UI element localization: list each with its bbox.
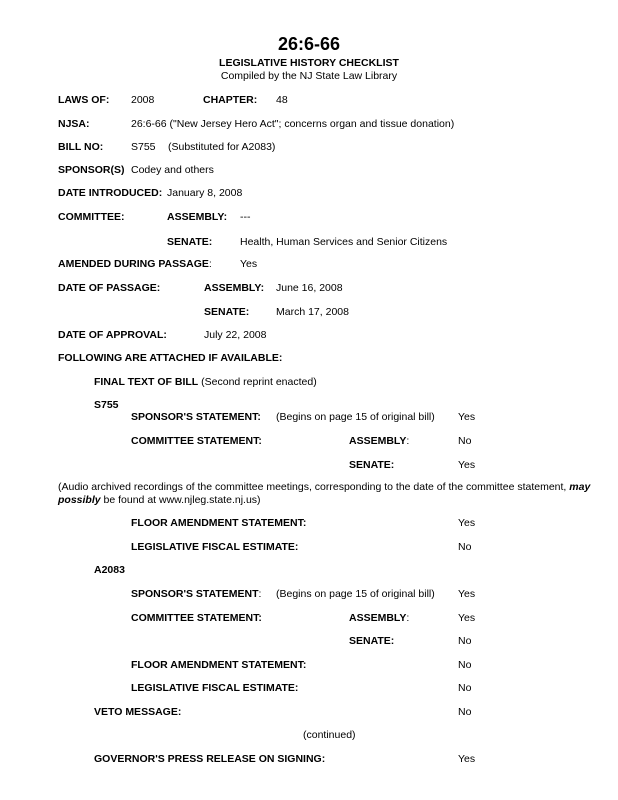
passage-label: DATE OF PASSAGE: <box>58 282 161 294</box>
s755-senate-value: Yes <box>458 459 476 471</box>
veto-label: VETO MESSAGE: <box>94 706 182 718</box>
a2083-assembly-label: ASSEMBLY <box>349 612 407 624</box>
a2083-sponsor-statement-colon: : <box>258 588 262 600</box>
passage-assembly-value: June 16, 2008 <box>276 282 343 294</box>
laws-of-label: LAWS OF: <box>58 94 110 106</box>
committee-assembly-label: ASSEMBLY: <box>167 211 228 223</box>
passage-senate-label: SENATE: <box>204 306 250 318</box>
date-introduced-label: DATE INTRODUCED: <box>58 187 163 199</box>
veto-value: No <box>458 706 472 718</box>
audio-note-post: be found at www.njleg.state.nj.us) <box>100 493 261 506</box>
a2083-label: A2083 <box>94 564 125 576</box>
committee-label: COMMITTEE: <box>58 211 125 223</box>
s755-sponsor-statement-value: Yes <box>458 411 476 423</box>
s755-floor-value: Yes <box>458 517 476 529</box>
final-text-row <box>94 376 317 388</box>
compiled-by: Compiled by the NJ State Law Library <box>220 70 398 82</box>
a2083-assembly-row <box>349 612 409 624</box>
s755-assembly-value: No <box>458 435 472 447</box>
a2083-committee-statement-label: COMMITTEE STATEMENT: <box>131 612 262 624</box>
s755-sponsor-statement-label: SPONSOR'S STATEMENT: <box>131 411 261 423</box>
press-release-label: GOVERNOR'S PRESS RELEASE ON SIGNING: <box>94 753 326 765</box>
audio-archive-note <box>58 481 603 506</box>
date-introduced-value: January 8, 2008 <box>167 187 243 199</box>
chapter-label: CHAPTER: <box>203 94 258 106</box>
continued-note: (continued) <box>303 729 356 741</box>
a2083-senate-label: SENATE: <box>349 635 395 647</box>
a2083-assembly-colon: : <box>406 612 410 624</box>
approval-label: DATE OF APPROVAL: <box>58 329 167 341</box>
a2083-floor-label: FLOOR AMENDMENT STATEMENT: <box>131 659 307 671</box>
bill-no-value: S755 <box>131 141 156 153</box>
s755-sponsor-statement-note: (Begins on page 15 of original bill) <box>276 411 435 423</box>
sponsors-value: Codey and others <box>131 164 214 176</box>
a2083-floor-value: No <box>458 659 472 671</box>
s755-assembly-colon: : <box>406 435 410 447</box>
chapter-value: 48 <box>276 94 288 106</box>
a2083-assembly-value: Yes <box>458 612 476 624</box>
s755-committee-statement-label: COMMITTEE STATEMENT: <box>131 435 262 447</box>
amended-value: Yes <box>240 258 258 270</box>
audio-note-pre: (Audio archived recordings of the committee meetings, corresponding to the date of the committee statement, <box>58 481 570 493</box>
audio-note-emphasis: may possibly <box>58 481 591 506</box>
s755-label: S755 <box>94 399 119 411</box>
final-text-label: FINAL TEXT OF BILL <box>94 376 199 388</box>
a2083-sponsor-statement-row <box>131 588 261 600</box>
bill-no-label: BILL NO: <box>58 141 104 153</box>
attached-heading: FOLLOWING ARE ATTACHED IF AVAILABLE: <box>58 352 283 364</box>
a2083-sponsor-statement-value: Yes <box>458 588 476 600</box>
passage-senate-value: March 17, 2008 <box>276 306 349 318</box>
press-release-value: Yes <box>458 753 476 765</box>
s755-assembly-row <box>349 435 409 447</box>
committee-assembly-value: --- <box>240 211 251 223</box>
amended-label: AMENDED DURING PASSAGE <box>58 258 209 270</box>
laws-of-value: 2008 <box>131 94 155 106</box>
s755-assembly-label: ASSEMBLY <box>349 435 407 447</box>
a2083-senate-value: No <box>458 635 472 647</box>
a2083-fiscal-value: No <box>458 682 472 694</box>
s755-floor-label: FLOOR AMENDMENT STATEMENT: <box>131 517 307 529</box>
a2083-sponsor-statement-note: (Begins on page 15 of original bill) <box>276 588 435 600</box>
final-text-note: (Second reprint enacted) <box>201 376 317 388</box>
passage-assembly-label: ASSEMBLY: <box>204 282 265 294</box>
a2083-fiscal-label: LEGISLATIVE FISCAL ESTIMATE: <box>131 682 299 694</box>
njsa-value: 26:6-66 ("New Jersey Hero Act"; concerns organ and tissue donation) <box>131 118 455 130</box>
committee-senate-value: Health, Human Services and Senior Citizens <box>240 236 448 248</box>
committee-senate-label: SENATE: <box>167 236 213 248</box>
njsa-label: NJSA: <box>58 118 90 130</box>
s755-fiscal-value: No <box>458 541 472 553</box>
amended-colon: : <box>208 258 212 270</box>
a2083-sponsor-statement-label: SPONSOR'S STATEMENT <box>131 588 259 600</box>
page-title: LEGISLATIVE HISTORY CHECKLIST <box>219 57 399 69</box>
amended-label-row <box>58 258 212 270</box>
approval-value: July 22, 2008 <box>204 329 267 341</box>
s755-fiscal-label: LEGISLATIVE FISCAL ESTIMATE: <box>131 541 299 553</box>
statute-number: 26:6-66 <box>277 34 341 54</box>
s755-senate-label: SENATE: <box>349 459 395 471</box>
sponsors-label: SPONSOR(S) <box>58 164 125 176</box>
bill-no-note: (Substituted for A2083) <box>168 141 276 153</box>
